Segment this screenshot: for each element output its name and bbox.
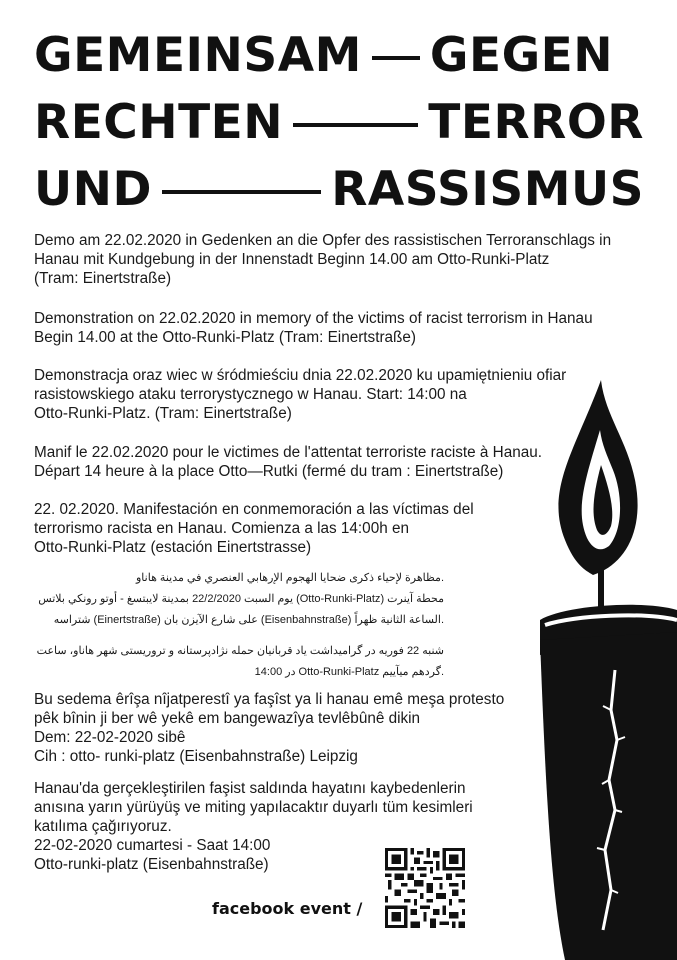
qr-code-icon[interactable]: [385, 848, 465, 928]
headline-word: RASSISMUS: [331, 162, 644, 217]
text-line: Départ 14 heure à la place Otto—Rutki (fermé du tram : Einertstraße): [34, 463, 504, 480]
headline-word: RECHTEN: [34, 95, 284, 150]
text-line: terrorismo racista en Hanau. Comienza a las 14:00h en: [34, 520, 409, 537]
text-line: .مظاهرة لإحياء ذكرى ضحايا الهجوم الإرهابي العنصري في مدينة هاناو: [136, 572, 444, 584]
text-line: Begin 14.00 at the Otto-Runki-Platz (Tram: Einertstraße): [34, 329, 417, 346]
paragraph-german: [34, 231, 611, 288]
headline-dash: [162, 190, 321, 194]
text-line: Manif le 22.02.2020 pour le victimes de l'attentat terroriste raciste à Hanau.: [34, 444, 542, 461]
headline-word: TERROR: [428, 95, 644, 150]
paragraph-persian: [34, 641, 444, 683]
text-line: Hanau'da gerçekleştirilen faşist saldında hayatını kaybedenlerin: [34, 780, 466, 797]
text-line: Otto-runki-platz (Eisenbahnstraße): [34, 856, 269, 873]
headline-word: UND: [34, 162, 153, 217]
text-line: Cih : otto- runki-platz (Eisenbahnstraße) Leipzig: [34, 748, 358, 765]
text-line: pêk bînin ji ber wê yekê em bangewazîya tevlêbûnê dikin: [34, 710, 421, 727]
paragraph-english: [34, 309, 593, 347]
headline-word: GEGEN: [429, 28, 614, 83]
text-line: Demonstracja oraz wiec w śródmieściu dnia 22.02.2020 ku upamiętnieniu ofiar: [34, 367, 567, 384]
paragraph-kurdish: [34, 690, 504, 766]
headline-row-3: [34, 156, 644, 223]
headline-row-1: [34, 22, 644, 89]
headline-row-2: [34, 89, 644, 156]
text-line: Dem: 22-02-2020 sibê: [34, 729, 186, 746]
headline: [34, 22, 644, 223]
text-line: Otto-Runki-Platz (estación Einertstrasse): [34, 539, 312, 556]
text-line: rasistowskiego ataku terrorystycznego w Hanau. Start: 14:00 na: [34, 386, 467, 403]
text-line: katılıma çağırıyoruz.: [34, 818, 172, 835]
paragraph-french: [34, 443, 542, 481]
text-line: (Tram: Einertstraße): [34, 270, 172, 287]
text-line: .گردهم میآییم Otto-Runki-Platz در 14:00: [254, 666, 444, 678]
text-line: Otto-Runki-Platz. (Tram: Einertstraße): [34, 405, 292, 422]
paragraph-polish: [34, 366, 566, 423]
paragraph-arabic: [34, 568, 444, 631]
text-line: .الساعة الثانية ظهراً (Eisenbahnstraße) على شارع الآيزن بان (Einertstraße) شتراسه: [53, 614, 444, 626]
text-line: محطة آينرت (Otto-Runki-Platz) يوم السبت 22/2/2020 بمدينة لايبتسغ - أوتو رونكي بلاتس: [38, 593, 444, 605]
text-line: anısına yarın yürüyüş ve miting yapılacaktır duyarlı tüm kesimleri: [34, 799, 473, 816]
headline-word: GEMEINSAM: [34, 28, 362, 83]
text-line: Hanau mit Kundgebung in der Innenstadt Beginn 14.00 am Otto-Runki-Platz: [34, 251, 550, 268]
headline-dash: [372, 56, 420, 60]
text-line: 22-02-2020 cumartesi - Saat 14:00: [34, 837, 271, 854]
text-line: Demo am 22.02.2020 in Gedenken an die Opfer des rassistischen Terroranschlags in: [34, 232, 612, 249]
headline-dash: [293, 123, 418, 127]
text-line: Demonstration on 22.02.2020 in memory of the victims of racist terrorism in Hanau: [34, 310, 593, 327]
text-line: 22. 02.2020. Manifestación en conmemoración a las víctimas del: [34, 501, 474, 518]
text-line: شنبه 22 فوریه در گرامیداشت یاد قربانیان حمله نژادپرستانه و تروریستی شهر هاناو، ساعت: [36, 645, 444, 657]
paragraph-spanish: [34, 500, 474, 557]
candle-illustration: [505, 370, 677, 960]
facebook-event-link[interactable]: facebook event /: [212, 899, 363, 918]
text-line: Bu sedema êrîşa nîjatperestî ya faşîst ya li hanau emê meşa protesto: [34, 691, 505, 708]
